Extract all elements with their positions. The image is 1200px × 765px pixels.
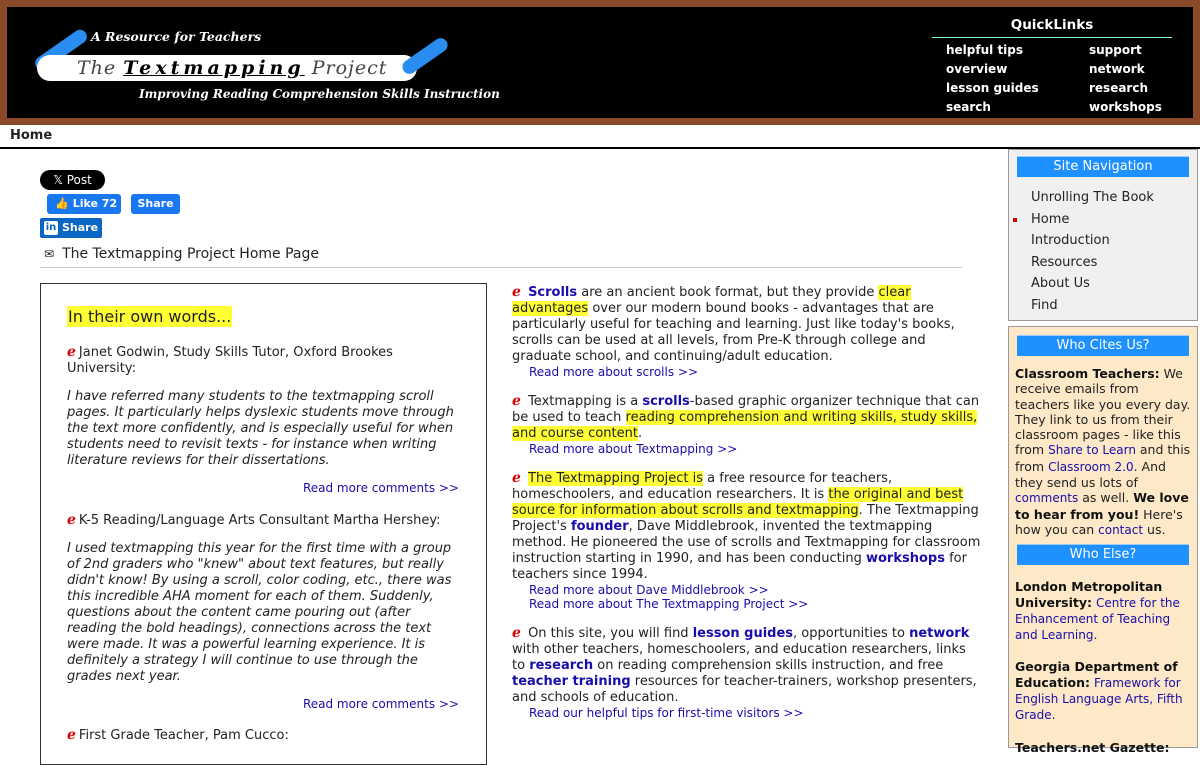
nav-item-about-us[interactable]: About Us [1031,276,1090,292]
who-cites-us-title: Who Cites Us? [1017,335,1189,356]
linkedin-share-label: Share [62,221,99,234]
read-more-project-link[interactable]: Read more about The Textmapping Project >> [529,597,809,611]
thumbs-up-icon: 👍 [55,197,69,210]
site-header [0,0,1200,125]
testimonial-author: ℯ First Grade Teacher, Pam Cucco: [67,727,289,743]
site-navigation-list [1031,187,1197,317]
page-title-text: The Textmapping Project Home Page [62,246,319,262]
testimonial-item [67,344,459,495]
who-cites-us-panel [1008,326,1198,755]
cites-org-london: London Metropolitan University: Centre for the Enhancement of Teaching and Learning. [1015,579,1180,643]
logo-title: The Textmapping Project [77,57,388,79]
intro-column [512,284,982,734]
research-link[interactable]: research [529,658,594,673]
quicklink-workshops[interactable]: workshops [1089,100,1162,114]
breadcrumb: Home [10,128,53,143]
workshops-link[interactable]: workshops [865,551,945,566]
quicklink-overview[interactable]: overview [946,62,1008,76]
teacher-training-link[interactable]: teacher training [512,674,631,689]
x-post-label: Post [66,173,92,187]
site-navigation-title: Site Navigation [1017,156,1189,177]
logo-tagline-top: A Resource for Teachers [91,29,262,44]
facebook-like-button[interactable] [47,194,121,214]
nav-item-home[interactable]: Home [1031,211,1070,227]
contact-link[interactable]: contact [1098,522,1144,537]
quicklink-helpful-tips[interactable]: helpful tips [946,43,1024,57]
header-banner [7,7,1193,118]
intro-paragraph-textmapping: ℯ Textmapping is a scrolls-based graphic organizer technique that can be used to teach reading comprehension and writing skills, study skills, and course content. Read more about Textmapping >> [512,393,982,456]
classroom-2-link[interactable]: Classroom 2.0 [1048,459,1134,474]
nav-item-introduction[interactable]: Introduction [1031,233,1110,249]
facebook-like-label: Like 72 [72,197,118,210]
e-bullet-icon: ℯ [512,625,521,641]
intro-paragraph-site: ℯ On this site, you will find lesson guides, opportunities to network with other teachers, homeschoolers, and education researchers, links to research on reading comprehension skills instruction, and free teacher training resources for teacher-trainers, workshop presenters, and schools of education. Read our helpful tips for first-time visitors >> [512,625,982,720]
read-more-comments-link[interactable]: Read more comments >> [302,481,459,495]
cites-org-teachers-net: Teachers.net Gazette: [1015,739,1170,755]
nav-item-resources[interactable]: Resources [1031,254,1098,270]
read-more-textmapping-link[interactable]: Read more about Textmapping >> [529,442,738,456]
facebook-share-button[interactable]: Share [131,194,180,214]
lesson-guides-link[interactable]: lesson guides [692,626,794,641]
e-bullet-icon: ℯ [512,284,521,300]
linkedin-share-button[interactable] [40,218,102,238]
share-to-learn-link[interactable]: Share to Learn [1048,443,1136,458]
linkedin-icon: in [45,222,57,233]
x-post-button[interactable] [40,170,105,190]
testimonials-box [40,283,487,765]
read-more-dave-link[interactable]: Read more about Dave Middlebrook >> [529,583,769,597]
who-else-title: Who Else? [1017,544,1189,565]
intro-paragraph-project: ℯ The Textmapping Project is a free resource for teachers, homeschoolers, and education researchers. It is the original and best source for information about scrolls and textmapping. The Textmapping Project's founder, Dave Middlebrook, invented the textmapping method. He pioneered the use of scrolls and Textmapping for classroom instruction starting in 1990, and has been conducting workshops for teachers since 1994. Read more about Dave Middlebrook >> Read more about The Textmapping Project >> [512,470,981,611]
testimonial-item [67,512,459,711]
quicklink-network[interactable]: network [1089,62,1145,76]
founder-link[interactable]: founder [570,519,629,534]
quicklink-lesson-guides[interactable]: lesson guides [946,81,1039,95]
scrolls-link[interactable]: Scrolls [528,285,578,300]
london-met-link[interactable]: Centre for the Enhancement of Teaching and Learning [1015,595,1180,643]
quicklinks-title: QuickLinks [932,17,1172,38]
envelope-icon[interactable]: ✉ [44,247,55,261]
e-bullet-icon: ℯ [512,470,521,486]
e-bullet-icon: ℯ [512,393,521,409]
nav-item-unrolling-the-book[interactable]: Unrolling The Book [1031,190,1154,205]
e-bullet-icon: ℯ [67,344,76,360]
title-divider [40,267,962,268]
e-bullet-icon: ℯ [67,512,76,528]
testimonial-author: ℯ K-5 Reading/Language Arts Consultant Martha Hershey: [67,512,441,528]
read-more-comments-link[interactable]: Read more comments >> [302,697,459,711]
quicklinks-panel [932,17,1172,115]
testimonial-text: I used textmapping this year for the first time with a group of 2nd graders who "knew" about text features, but really didn't know! By using a scroll, color coding, etc., there was this incredible AHA moment for each of them. Suddenly, questions about the content came pouring out (after reading the bold headings), connections across the text were made. It was a powerful learning experience. It is definitely a strategy I will continue to use through the grades next year. [67,541,452,684]
x-icon: 𝕏 [53,173,63,187]
quicklinks-grid [946,42,1172,115]
georgia-doe-link[interactable]: Framework for English Language Arts, Fifth Grade [1015,675,1183,723]
testimonial-author: ℯ Janet Godwin, Study Skills Tutor, Oxford Brookes University: [67,344,393,376]
quicklink-research[interactable]: research [1089,81,1149,95]
cites-teachers-text: Classroom Teachers: We receive emails from teachers like you every day. They link to us from their classroom pages - like this from Share to Learn and this from Classroom 2.0. And they send us lots of comments as well. We love to hear from you! Here's how you can contact us. [1015,366,1191,537]
intro-paragraph-scrolls: ℯ Scrolls are an ancient book format, but they provide clear advantages over our modern bound books - advantages that are particularly useful for teaching and learning. Just like today's books, scrolls can be used at all levels, from Pre-K through college and graduate school, and continuing/adult education. Read more about scrolls >> [512,284,982,379]
cites-org-georgia: Georgia Department of Education: Framework for English Language Arts, Fifth Grade. [1015,659,1183,723]
logo-tagline-bottom: Improving Reading Comprehension Skills Instruction [139,87,500,101]
quicklink-search[interactable]: search [946,100,991,114]
testimonial-text: I have referred many students to the textmapping scroll pages. It particularly helps dyslexic students move through the text more confidently, and is especially useful for when students need to revisit texts - for instance when writing literature reviews for their dissertations. [67,389,454,468]
scrolls-inline-link[interactable]: scrolls [642,394,690,409]
textmapping-logo[interactable] [29,27,500,107]
nav-item-find[interactable]: Find [1031,297,1058,313]
site-navigation-panel [1008,149,1198,321]
page-title [44,246,319,262]
quicklink-support[interactable]: support [1089,43,1142,57]
testimonials-heading: In their own words... [68,307,232,326]
network-link[interactable]: network [909,626,970,641]
testimonial-item [67,727,459,744]
comments-link[interactable]: comments [1015,491,1079,506]
read-more-scrolls-link[interactable]: Read more about scrolls >> [529,365,699,379]
e-bullet-icon: ℯ [67,727,76,743]
read-helpful-tips-link[interactable]: Read our helpful tips for first-time visitors >> [529,706,804,720]
